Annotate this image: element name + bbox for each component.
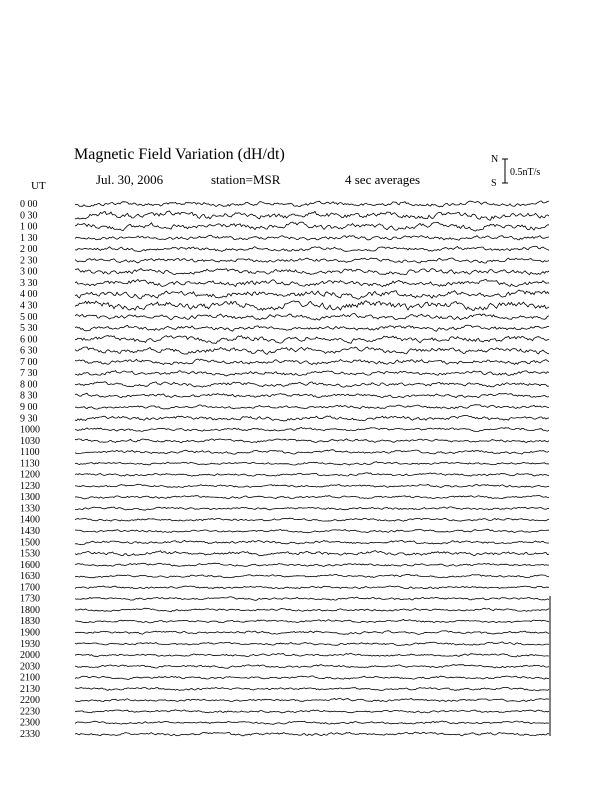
row-label: 7 30 [20,368,38,380]
trace-line [75,201,549,207]
row-label: 2230 [20,706,40,718]
trace-line [75,313,549,320]
row-label: 1130 [20,458,40,470]
trace-line [75,699,549,702]
trace-line [75,586,549,589]
trace-line [75,484,549,487]
chart-title: Magnetic Field Variation (dH/dt) [74,146,285,163]
row-label: 1900 [20,627,40,639]
row-label: 5 30 [20,323,38,335]
scale-bar [502,159,508,183]
row-label: 2 00 [20,244,38,256]
trace-line [75,540,549,544]
row-label: 1500 [20,537,40,549]
row-label: 8 00 [20,379,38,391]
row-label: 1200 [20,469,40,481]
row-label: 1330 [20,503,40,515]
trace-line [75,235,549,240]
row-label: 2 30 [20,255,38,267]
trace-line [75,721,549,724]
trace-line [75,382,549,388]
trace-line [75,325,549,331]
trace-line [75,710,549,713]
row-label: 5 00 [20,311,38,323]
trace-line [75,642,549,646]
trace-line [75,529,549,533]
trace-line [75,597,549,601]
row-label: 4 00 [20,289,38,301]
row-label: 9 30 [20,413,38,425]
trace-line [75,665,549,669]
averaging-label: 4 sec averages [345,172,421,187]
scale-value-label: 0.5nT/s [510,167,541,178]
trace-line [75,507,549,510]
trace-line [75,279,549,286]
row-label: 1800 [20,604,40,616]
trace-line [75,290,549,299]
date-label: Jul. 30, 2006 [96,172,164,187]
row-label: 0 00 [20,199,38,210]
row-label: 6 00 [20,334,38,346]
trace-line [75,405,549,409]
scale-north-label: N [491,154,499,165]
trace-line [75,518,549,521]
row-label: 2300 [20,717,40,729]
trace-line [75,269,549,275]
row-label: 1 00 [20,221,38,233]
trace-line [75,415,549,421]
trace-line [75,359,549,365]
trace-line [75,301,549,311]
trace-line [75,246,549,251]
trace-line [75,462,549,465]
row-label: 1730 [20,593,40,605]
trace-line [75,347,549,354]
row-label: 9 00 [20,401,38,413]
row-label: 3 30 [20,277,38,289]
row-label: 1700 [20,582,40,594]
row-label: 2200 [20,695,40,707]
row-label: 2130 [20,683,40,695]
row-label: 1030 [20,435,40,447]
trace-line [75,258,549,263]
trace-line [75,620,549,624]
row-label: 1600 [20,559,40,571]
trace-line [75,371,549,376]
row-label: 2000 [20,650,40,662]
row-label: 1230 [20,480,40,492]
scale-south-label: S [491,178,497,189]
row-label: 1100 [20,447,40,459]
trace-line [75,676,549,680]
trace-line [75,687,549,690]
trace-line [75,439,549,443]
trace-line [75,653,549,657]
row-label: 7 00 [20,356,38,368]
row-label: 2100 [20,672,40,684]
trace-line [75,473,549,476]
row-label: 1830 [20,616,40,628]
trace-line [75,551,549,556]
trace-line [75,732,549,736]
trace-line [75,450,549,455]
station-label: station=MSR [211,172,281,187]
trace-line [75,495,549,499]
row-label: 3 00 [20,266,38,278]
row-label: 4 30 [20,300,38,312]
trace-line [75,222,549,231]
ut-axis-label: UT [31,180,46,192]
trace-line [75,574,549,577]
row-label: 1530 [20,548,40,560]
trace-line [75,211,549,220]
trace-line [75,428,549,432]
row-label: 2330 [20,729,40,740]
trace-line [75,631,549,635]
trace-line [75,563,549,566]
traces [75,201,549,736]
row-label: 1000 [20,424,40,436]
trace-line [75,336,549,344]
row-label: 0 30 [20,210,38,222]
row-label: 1300 [20,492,40,504]
row-label: 1430 [20,526,40,538]
row-label: 1 30 [20,232,38,244]
trace-line [75,393,549,398]
row-label: 6 30 [20,345,38,357]
row-label: 8 30 [20,390,38,402]
row-labels [20,199,40,740]
row-label: 1400 [20,514,40,526]
row-label: 1930 [20,638,40,650]
row-label: 2030 [20,661,40,673]
row-label: 1630 [20,571,40,583]
trace-line [75,608,549,612]
